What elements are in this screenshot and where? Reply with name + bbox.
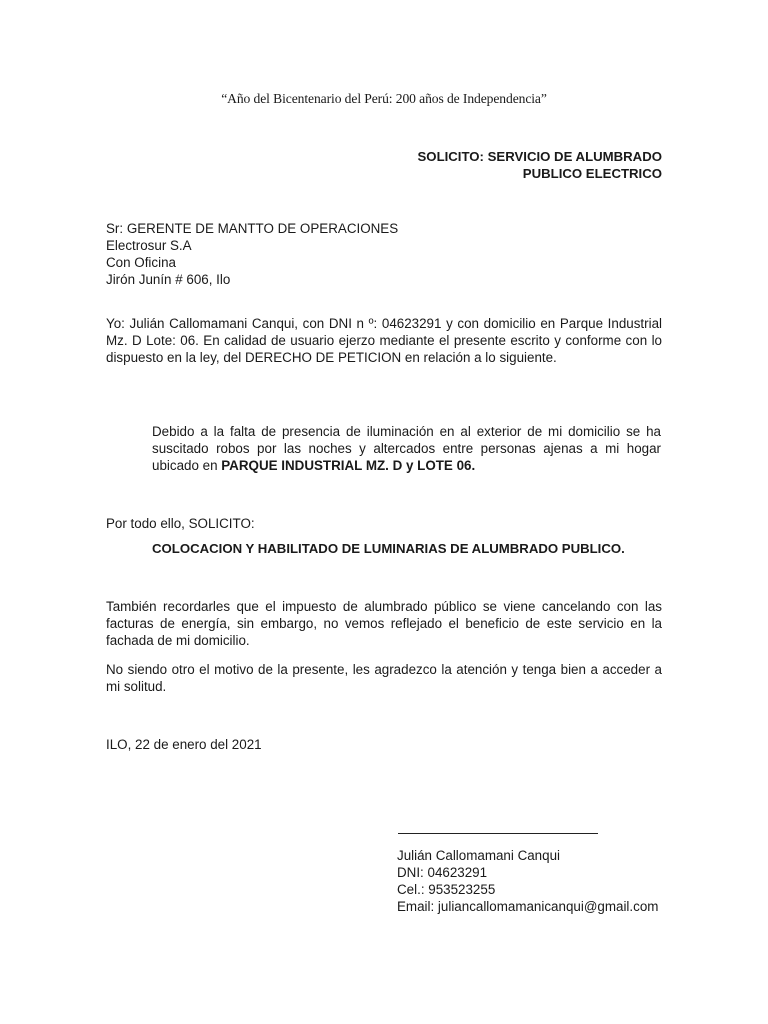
subject-line-1: SOLICITO: SERVICIO DE ALUMBRADO — [417, 149, 662, 164]
addressee-line-4: Jirón Junín # 606, Ilo — [106, 272, 231, 287]
signature-line — [398, 833, 598, 834]
body-address-bold: PARQUE INDUSTRIAL MZ. D y LOTE 06. — [221, 458, 476, 473]
date-line: ILO, 22 de enero del 2021 — [106, 737, 262, 752]
signature-phone: Cel.: 953523255 — [397, 882, 496, 897]
subject-heading — [418, 148, 662, 182]
request-intro: Por todo ello, SOLICITO: — [106, 516, 255, 531]
request-item: COLOCACION Y HABILITADO DE LUMINARIAS DE ALUMBRADO PUBLICO. — [152, 541, 625, 556]
body-paragraph — [152, 423, 661, 474]
signature-name: Julián Callomamani Canqui — [397, 848, 561, 863]
year-motto: “Año del Bicentenario del Perú: 200 años de Independencia” — [221, 91, 547, 106]
addressee-block — [106, 220, 398, 288]
signature-block — [397, 847, 658, 915]
addressee-line-3: Con Oficina — [106, 255, 176, 270]
body-text: Debido a la falta de presencia de iluminación en al exterior de mi domicilio se ha suscitado robos por las noches y altercados entre personas ajenas a mi hogar ubicado en — [152, 424, 661, 473]
addressee-line-2: Electrosur S.A — [106, 238, 192, 253]
intro-paragraph: Yo: Julián Callomamani Canqui, con DNI n º: 04623291 y con domicilio en Parque Industrial Mz. D Lote: 06. En calidad de usuario ejerzo mediante el presente escrito y conforme con lo dispuesto en la ley, del DERECHO DE PETICION en relación a lo siguiente. — [106, 316, 662, 365]
signature-dni: DNI: 04623291 — [397, 865, 488, 880]
closing-paragraph: No siendo otro el motivo de la presente, les agradezco la atención y tenga bien a acceder a mi solitud. — [106, 662, 662, 694]
signature-email: Email: juliancallomamanicanqui@gmail.com — [397, 899, 659, 914]
addressee-line-1: Sr: GERENTE DE MANTTO DE OPERACIONES — [106, 221, 399, 236]
reminder-paragraph: También recordarles que el impuesto de alumbrado público se viene cancelando con las facturas de energía, sin embargo, no vemos reflejado el beneficio de este servicio en la fachada de mi domicilio. — [106, 599, 662, 648]
subject-line-2: PUBLICO ELECTRICO — [522, 166, 662, 181]
